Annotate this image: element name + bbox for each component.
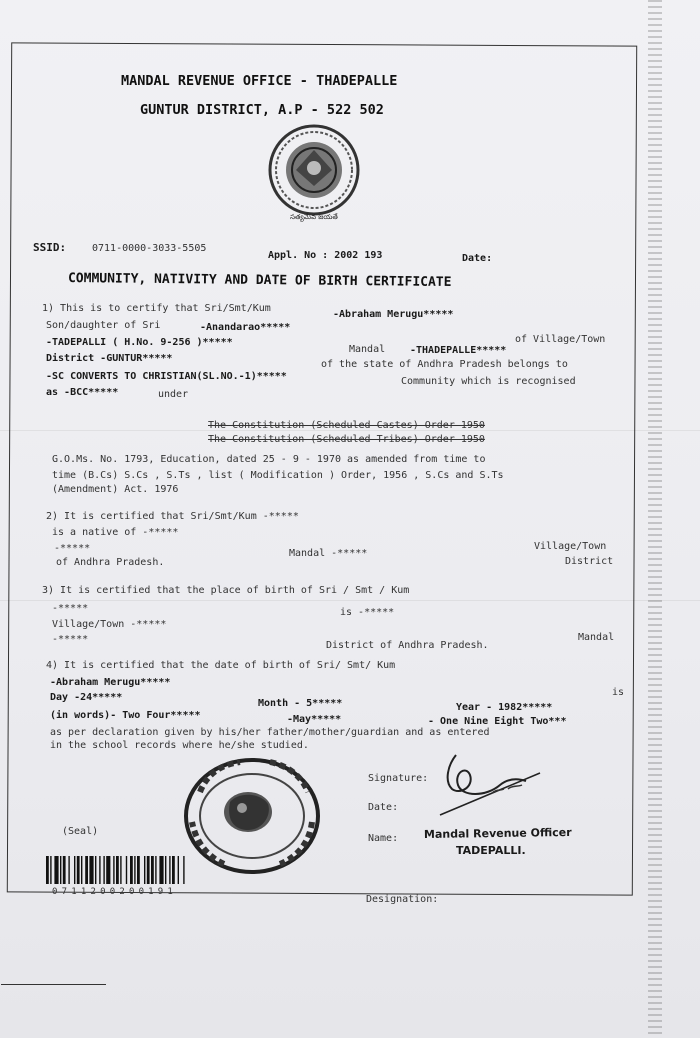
s1-community: -SC CONVERTS TO CHRISTIAN(SL.NO.-1)***** [46, 371, 287, 382]
barcode-bar [99, 856, 100, 884]
dob-year-words: - One Nine Eight Two*** [428, 716, 567, 727]
s4-line1: 4) It is certified that the date of birth of Sri/ Smt/ Kum [46, 660, 396, 671]
scan-edge-line [1, 984, 106, 985]
s2-line4: of Andhra Pradesh. [56, 557, 165, 568]
dob-month-words: -May***** [287, 714, 342, 725]
barcode-bar [159, 856, 163, 884]
s2-mandal: Mandal -***** [289, 548, 368, 559]
s1-strike-castes: The Constitution (Scheduled Castes) Order 1950 [208, 420, 485, 431]
s1-go-line2: time (B.Cs) S.Cs , S.Ts , list ( Modification ) Order, 1956 , S.Cs and S.Ts [52, 470, 504, 481]
s2-village-label: Village/Town [534, 541, 607, 552]
holder-name: -Abraham Merugu***** [333, 309, 454, 320]
s1-line1: 1) This is to certify that Sri/Smt/Kum [42, 303, 271, 314]
s1-address: -TADEPALLI ( H.No. 9-256 )***** [46, 337, 233, 348]
father-name: -Anandarao***** [200, 322, 291, 333]
barcode-bar [74, 856, 75, 884]
barcode-bar [178, 856, 179, 884]
date-label: Date: [462, 253, 493, 264]
barcode-bar [60, 856, 61, 884]
s3-line2: -***** [52, 603, 89, 614]
barcode-bar [137, 856, 140, 884]
s2-line2: is a native of -***** [52, 527, 179, 538]
office-line-1: MANDAL REVENUE OFFICE - THADEPALLE [121, 73, 398, 89]
s3-line1: 3) It is certified that the place of birth of Sri / Smt / Kum [42, 585, 410, 596]
s1-go-line3: (Amendment) Act. 1976 [52, 484, 179, 495]
seal-label: (Seal) [62, 826, 99, 837]
s1-under: under [158, 389, 189, 400]
barcode-bar [85, 856, 88, 884]
s3-is: is -***** [340, 607, 395, 618]
barcode-bar [50, 856, 51, 884]
barcode-bar [68, 856, 69, 884]
barcode-bar [155, 856, 156, 884]
ssid-label: SSID: [33, 241, 67, 254]
barcode-bar [46, 856, 49, 884]
application-number: Appl. No : 2002 193 [268, 250, 383, 261]
barcode-bar [116, 856, 119, 884]
dob-day: Day -24***** [50, 692, 123, 703]
s3-village: Village/Town -***** [52, 619, 167, 630]
barcode-bar [151, 856, 154, 884]
s1-district: District -GUNTUR***** [46, 353, 173, 364]
barcode-bar [89, 856, 93, 884]
dob-holder-name: -Abraham Merugu***** [50, 677, 171, 688]
barcode-bar [126, 856, 127, 884]
dob-year: Year - 1982***** [456, 702, 553, 713]
barcode-bar [134, 856, 135, 884]
officer-signature [430, 745, 550, 823]
barcode-bar [120, 856, 121, 884]
signoff-name-label: Name: [368, 833, 399, 844]
barcode-bar [183, 856, 184, 884]
barcode-bar [103, 856, 104, 884]
ssid-value: 0711-0000-3033-5505 [92, 243, 207, 254]
barcode-bar [130, 856, 133, 884]
barcode-bar [63, 856, 66, 884]
s4-declaration-1: as per declaration given by his/her father/mother/guardian and as entered [50, 727, 490, 738]
designation-label: Designation: [366, 894, 439, 905]
state-emblem-icon [266, 124, 362, 224]
s1-recognised: Community which is recognised [401, 376, 576, 387]
barcode-bar [95, 856, 96, 884]
s1-category: as -BCC***** [46, 387, 119, 398]
s1-go-line1: G.O.Ms. No. 1793, Education, dated 25 - 9 - 1970 as amended from time to [52, 454, 486, 465]
s3-district: District of Andhra Pradesh. [326, 640, 489, 651]
emblem-caption: సత్యమేవ జయతే [290, 213, 338, 221]
s4-is: is [612, 687, 625, 698]
barcode-number: 0711200200191 [52, 887, 178, 897]
barcode-bar [106, 856, 110, 884]
barcode-bar [81, 856, 82, 884]
scan-streak [648, 0, 662, 1038]
s2-district-label: District [565, 556, 614, 567]
barcode-bar [144, 856, 145, 884]
dob-day-words: (in words)- Two Four***** [50, 710, 201, 721]
s2-line1: 2) It is certified that Sri/Smt/Kum -***** [46, 511, 299, 522]
dob-month: Month - 5***** [258, 698, 343, 709]
barcode-bar [169, 856, 170, 884]
signature-label: Signature: [368, 773, 429, 784]
s1-mandal-value: -THADEPALLE***** [410, 345, 507, 356]
barcode-bar [113, 856, 114, 884]
officer-stamp-line2: TADEPALLI. [456, 844, 526, 857]
s4-declaration-2: in the school records where he/she studied. [50, 740, 309, 751]
barcode-bar [165, 856, 166, 884]
signoff-date-label: Date: [368, 802, 399, 813]
barcode-bar [77, 856, 80, 884]
barcode-bar [172, 856, 175, 884]
barcode-bar [54, 856, 58, 884]
s1-line2: Son/daughter of Sri [46, 320, 161, 331]
barcode [46, 856, 264, 888]
s1-state-text: of the state of Andhra Pradesh belongs to [321, 359, 568, 370]
certificate-title: COMMUNITY, NATIVITY AND DATE OF BIRTH CERTIFICATE [67, 271, 452, 291]
barcode-bar [147, 856, 150, 884]
s1-mandal-label: Mandal [349, 344, 386, 355]
s3-mandal-value: -***** [52, 634, 89, 645]
s1-village-label: of Village/Town [515, 334, 606, 345]
s1-strike-tribes: The Constitution (Scheduled Tribes) Order 1950 [208, 434, 485, 445]
s2-line3: -***** [54, 543, 91, 554]
officer-stamp-line1: Mandal Revenue Officer [423, 825, 572, 842]
s3-mandal-label: Mandal [578, 632, 615, 643]
office-line-2: GUNTUR DISTRICT, A.P - 522 502 [140, 102, 384, 118]
